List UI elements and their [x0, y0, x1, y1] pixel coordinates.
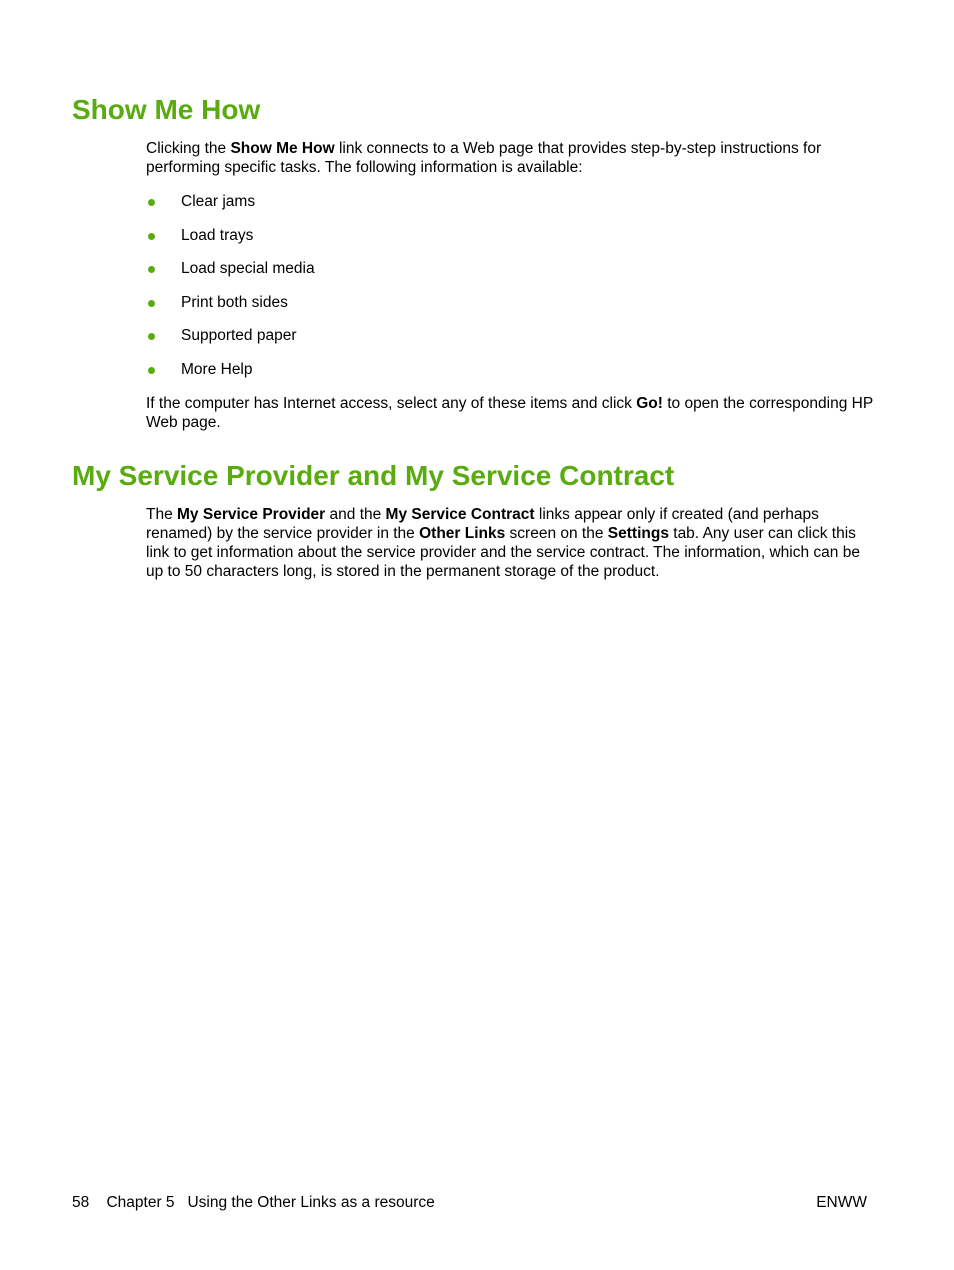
list-item: Print both sides [146, 293, 315, 327]
list-item: Load trays [146, 226, 315, 260]
chapter-title: Using the Other Links as a resource [187, 1194, 435, 1211]
show-me-how-term: Show Me How [230, 140, 335, 157]
list-item: Load special media [146, 259, 315, 293]
footer-locale: ENWW [816, 1194, 867, 1211]
bullet-icon [148, 199, 155, 206]
section-heading-show-me-how: Show Me How [72, 94, 261, 125]
page-number: 58 [72, 1194, 90, 1211]
list-item: More Help [146, 360, 315, 394]
bullet-icon [148, 266, 155, 273]
list-item: Clear jams [146, 192, 315, 226]
section-heading-service-provider: My Service Provider and My Service Contract [72, 460, 675, 491]
bullet-icon [148, 333, 155, 340]
bullet-icon [148, 300, 155, 307]
show-me-how-intro: Clicking the Show Me How link connects to a Web page that provides step-by-step instructions for performing specific tasks. The following information is available: [146, 140, 822, 176]
bullet-icon [148, 367, 155, 374]
page-footer [72, 1193, 867, 1212]
service-provider-body: The My Service Provider and the My Service Contract links appear only if created (and perhaps renamed) by the service provider in the Other Links screen on the Settings tab. Any user can click this link to get information about the service provider and the service contract. The information, which can be up to 50 characters long, is stored in the permanent storage of the product. [146, 506, 860, 580]
chapter-label: Chapter 5 [106, 1194, 175, 1211]
go-term: Go! [636, 395, 663, 412]
show-me-how-outro: If the computer has Internet access, select any of these items and click Go! to open the corresponding HP Web page. [146, 395, 873, 431]
list-item: Supported paper [146, 326, 315, 360]
available-info-list [146, 192, 315, 394]
bullet-icon [148, 233, 155, 240]
footer-left [72, 1193, 435, 1212]
